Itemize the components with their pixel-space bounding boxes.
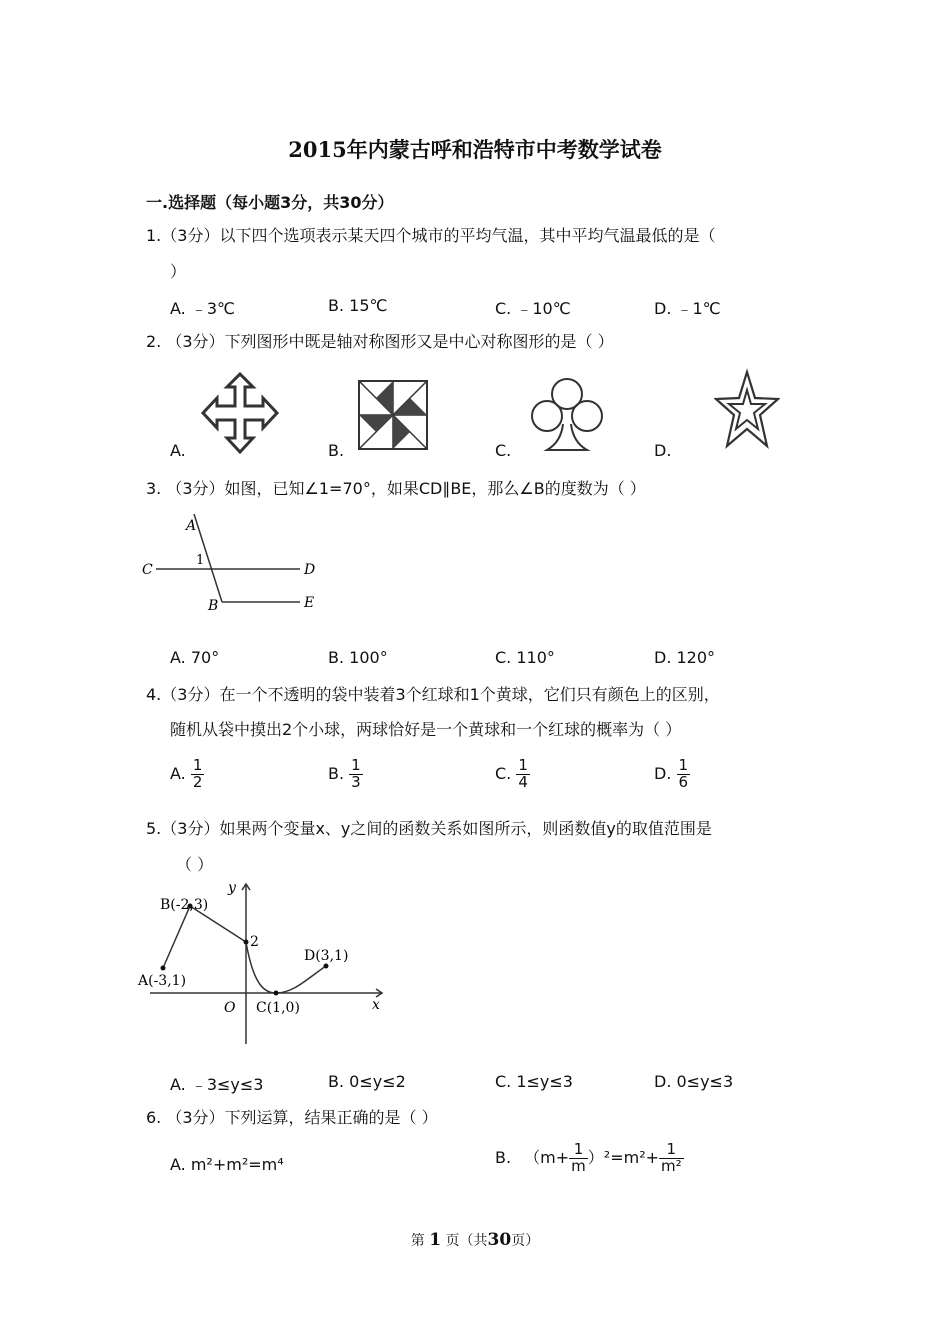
function-graph-figure	[136, 878, 386, 1048]
q3-option-b: B. 100°	[328, 648, 388, 667]
q3-option-d: D. 120°	[654, 648, 716, 667]
page-footer: 第 1 页（共30页）	[410, 1230, 540, 1250]
q4-option-b: B. $\frac{1}{3}$	[328, 756, 361, 791]
q3-text: 3. （3分）如图，已知∠1=70°，如果CD∥BE，那么∠B的度数为（ ）	[146, 479, 646, 498]
section-heading: 一.选择题（每小题3分，共30分）	[146, 193, 394, 212]
pinwheel-figure	[355, 377, 431, 453]
q1-option-a: A. ﹣3℃	[170, 299, 235, 318]
q5-axis-y: y	[228, 880, 236, 896]
q2-label-b: B.	[328, 441, 345, 460]
q5-option-b: B. 0≤y≤2	[328, 1072, 406, 1091]
q4-option-d: D. $\frac{1}{6}$	[654, 756, 689, 791]
q5-axis-x: x	[372, 997, 380, 1013]
q5-label-a: A(-3,1)	[138, 973, 187, 989]
q5-label-b: B(-2,3)	[160, 897, 209, 913]
q4-option-a: A. $\frac{1}{2}$	[170, 756, 203, 791]
q3-option-c: C. 110°	[495, 648, 555, 667]
q5-option-c: C. 1≤y≤3	[495, 1072, 573, 1091]
q1-option-c: C. ﹣10℃	[495, 299, 571, 318]
q5-label-o: O	[224, 1000, 236, 1016]
q3-label-1: 1	[196, 553, 205, 568]
page-title: 2015年内蒙古呼和浩特市中考数学试卷	[288, 137, 662, 162]
q2-text: 2. （3分）下列图形中既是轴对称图形又是中心对称图形的是（ ）	[146, 332, 614, 351]
q5-option-d: D. 0≤y≤3	[654, 1072, 734, 1091]
q1-option-b: B. 15℃	[328, 296, 388, 315]
q6-option-b: B. （m+ $\frac{1}{m}$ ）²=m²+ $\frac{1}{\text{m²}}$	[495, 1140, 682, 1175]
q1-text-line1: 1.（3分）以下四个选项表示某天四个城市的平均气温，其中平均气温最低的是（	[146, 226, 716, 245]
q5-label-2: 2	[250, 934, 259, 950]
q5-text-line1: 5.（3分）如果两个变量x、y之间的函数关系如图所示，则函数值y的取值范围是	[146, 819, 712, 838]
q2-label-a: A.	[170, 441, 186, 460]
q6-text: 6. （3分）下列运算，结果正确的是（ ）	[146, 1108, 438, 1127]
q4-option-c: C. $\frac{1}{4}$	[495, 756, 528, 791]
double-star-figure	[714, 368, 780, 454]
club-figure	[525, 372, 609, 456]
q4-text-line2: 随机从袋中摸出2个小球，两球恰好是一个黄球和一个红球的概率为（ ）	[170, 720, 682, 739]
q6-option-a: A. m²+m²=m⁴	[170, 1155, 284, 1174]
parallel-lines-figure	[138, 510, 328, 620]
q2-label-d: D.	[654, 441, 672, 460]
q3-label-c: C	[142, 562, 153, 578]
q3-label-b: B	[208, 598, 219, 614]
q3-label-e: E	[304, 595, 315, 611]
q3-label-d: D	[304, 562, 316, 578]
q1-text-line2: ）	[170, 262, 187, 281]
q1-option-d: D. ﹣1℃	[654, 299, 721, 318]
q3-label-a: A	[186, 518, 197, 534]
q2-label-c: C.	[495, 441, 512, 460]
q5-label-c: C(1,0)	[256, 1000, 300, 1016]
q5-label-d: D(3,1)	[304, 948, 349, 964]
q5-option-a: A. ﹣3≤y≤3	[170, 1075, 264, 1094]
four-arrow-cross-figure	[195, 370, 285, 456]
q3-option-a: A. 70°	[170, 648, 220, 667]
q4-text-line1: 4.（3分）在一个不透明的袋中装着3个红球和1个黄球，它们只有颜色上的区别，	[146, 685, 720, 704]
q5-text-line2: （ ）	[176, 855, 214, 874]
